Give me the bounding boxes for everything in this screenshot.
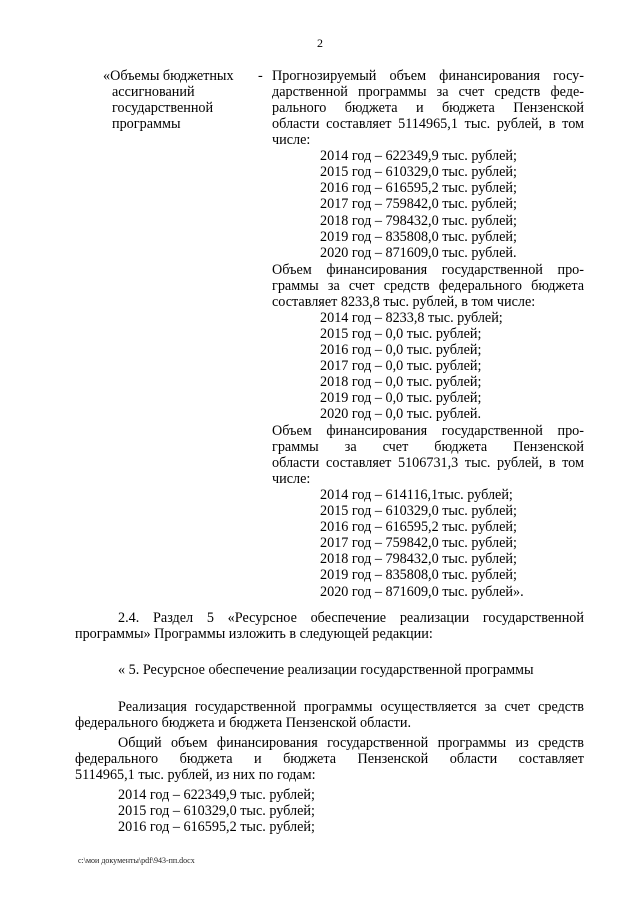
paragraph-line: 2.4. Раздел 5 «Ресурсное обеспечение реализации государственной [118,610,584,626]
year-line: 2014 год – 8233,8 тыс. рублей; [320,310,503,326]
year-line: 2015 год – 610329,0 тыс. рублей; [118,803,315,819]
left-label-line: «Объемы бюджетных [103,68,234,84]
year-line: 2016 год – 616595,2 тыс. рублей; [320,519,517,535]
paragraph-line: 5114965,1 тыс. рублей, из них по годам: [75,767,316,783]
year-line: 2016 год – 616595,2 тыс. рублей; [118,819,315,835]
year-line: 2015 год – 0,0 тыс. рублей; [320,326,482,342]
year-line: 2014 год – 622349,9 тыс. рублей; [320,148,517,164]
section-heading: « 5. Ресурсное обеспечение реализации государственной программы [118,662,534,678]
paragraph-line: программы» Программы изложить в следующей редакции: [75,626,433,642]
block-line: составляет 8233,8 тыс. рублей, в том числе: [272,294,536,310]
year-line: 2020 год – 871609,0 тыс. рублей. [320,245,517,261]
left-label-line: государственной [112,100,214,116]
year-line: 2016 год – 616595,2 тыс. рублей; [320,180,517,196]
paragraph-line: Общий объем финансирования государственной программы из средств [118,735,584,751]
year-line: 2017 год – 759842,0 тыс. рублей; [320,196,517,212]
year-line: 2018 год – 0,0 тыс. рублей; [320,374,482,390]
block-line: числе: [272,132,311,148]
block-line: Прогнозируемый объем финансирования госу- [272,68,584,84]
year-line: 2014 год – 614116,1тыс. рублей; [320,487,513,503]
block-line: граммы за счет средств федерального бюджета [272,278,584,294]
block-line: области составляет 5114965,1 тыс. рублей, в том [272,116,584,132]
block-line: дарственной программы за счет средств феде- [272,84,584,100]
paragraph-line: федерального бюджета и бюджета Пензенской области составляет [75,751,584,767]
year-line: 2019 год – 835808,0 тыс. рублей; [320,567,517,583]
block-line: области составляет 5106731,3 тыс. рублей, в том [272,455,584,471]
block-line: рального бюджета и бюджета Пензенской [272,100,584,116]
page-number: 2 [317,36,323,50]
year-line: 2014 год – 622349,9 тыс. рублей; [118,787,315,803]
year-line: 2015 год – 610329,0 тыс. рублей; [320,164,517,180]
block-line: граммы за счет бюджета Пензенской [272,439,584,455]
block-line: Объем финансирования государственной про- [272,262,584,278]
paragraph-line: федерального бюджета и бюджета Пензенской области. [75,715,412,731]
year-line: 2017 год – 0,0 тыс. рублей; [320,358,482,374]
left-label-line: программы [112,116,181,132]
year-line: 2017 год – 759842,0 тыс. рублей; [320,535,517,551]
block-line: Объем финансирования государственной про- [272,423,584,439]
year-line: 2015 год – 610329,0 тыс. рублей; [320,503,517,519]
year-line: 2020 год – 871609,0 тыс. рублей». [320,584,524,600]
year-line: 2019 год – 0,0 тыс. рублей; [320,390,482,406]
paragraph-line: Реализация государственной программы осуществляется за счет средств [118,699,584,715]
year-line: 2018 год – 798432,0 тыс. рублей; [320,213,517,229]
year-line: 2016 год – 0,0 тыс. рублей; [320,342,482,358]
year-line: 2020 год – 0,0 тыс. рублей. [320,406,482,422]
block-line: числе: [272,471,311,487]
left-label-line: ассигнований [112,84,195,100]
year-line: 2018 год – 798432,0 тыс. рублей; [320,551,517,567]
year-line: 2019 год – 835808,0 тыс. рублей; [320,229,517,245]
footer-file-path: c:\мои документы\pdf\943-пп.docx [78,856,195,865]
dash: - [258,68,263,84]
